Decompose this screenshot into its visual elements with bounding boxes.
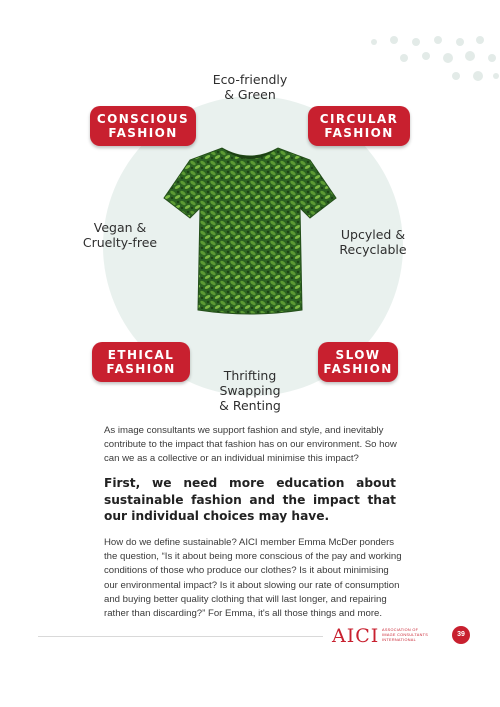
vegan-label: Vegan & Cruelty-free — [82, 220, 158, 250]
aici-logo-subtitle: ASSOCIATION OF IMAGE CONSULTANTS INTERNATIONAL — [382, 628, 429, 642]
upcycled-label: Upcyled & Recyclable — [339, 227, 407, 257]
slow-fashion-pill: SLOW FASHION — [318, 342, 398, 382]
intro-paragraph: As image consultants we support fashion and style, and inevitably contribute to the impact that fashion has on our environment. So how can we as a collective or an individual minimise this impact? — [104, 425, 397, 465]
section-heading: First, we need more education about sustainable fashion and the impact that our individual choices may have. — [104, 476, 396, 523]
leaf-tshirt-icon — [160, 140, 340, 320]
eco-friendly-label: Eco-friendly & Green — [212, 72, 288, 102]
aici-logo — [332, 625, 432, 647]
page-number-badge: 39 — [452, 626, 470, 644]
aici-logo-mark: AICI — [332, 625, 380, 647]
circular-fashion-pill: CIRCULAR FASHION — [308, 106, 410, 146]
body-paragraph: How do we define sustainable? AICI member Emma McDer ponders the question, “Is it about being more conscious of the pay and working conditions of those who produce our clothes? Is it about minimising our environmental impact? Is it about slowing our rate of consumption and buying better quality clothing that will last longer, and repairing rather than discarding?” For Emma, it's all those things and more. — [104, 537, 402, 620]
ethical-fashion-pill: ETHICAL FASHION — [92, 342, 190, 382]
footer-divider — [38, 636, 323, 637]
conscious-fashion-pill: CONSCIOUS FASHION — [90, 106, 196, 146]
thrifting-label: Thrifting Swapping & Renting — [219, 368, 281, 413]
